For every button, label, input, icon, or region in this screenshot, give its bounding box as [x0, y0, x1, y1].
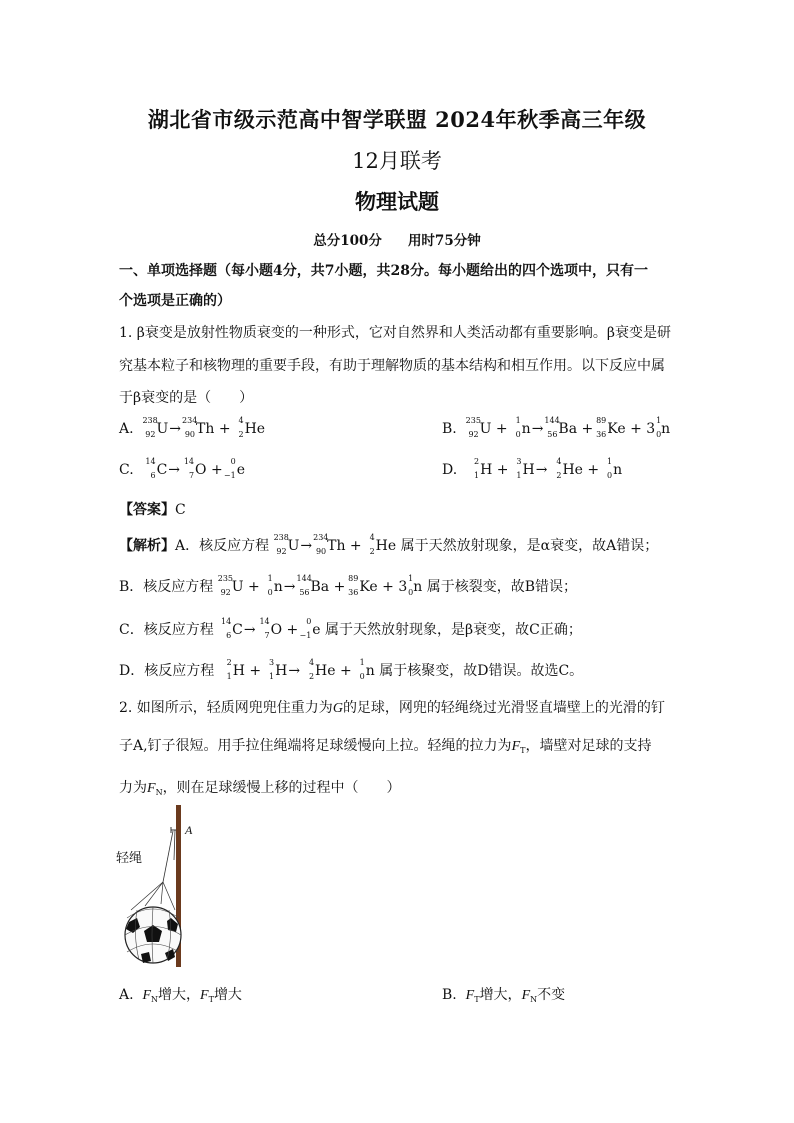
q1-analysis-d: D．核反应方程 2 1 H + 3 1 H→ 4 2 He + 1 0 n 属于核聚变，故D错误。故选C。	[119, 658, 584, 681]
q1-stem-line1: 1. β衰变是放射性物质衰变的一种形式，它对自然界和人类活动都有重要影响。β衰变是研	[119, 325, 671, 341]
exam-subject: 物理试题	[355, 189, 439, 214]
q1-analysis-c: C．核反应方程 14 6 C→ 14 7 O + 0 −1 e 属于天然放射现象，是β衰变，故C正确；	[119, 617, 582, 640]
exam-title: 湖北省市级示范高中智学联盟 2024年秋季高三年级	[147, 107, 647, 132]
q2-stem-line3: 力为$F_N$，则在足球缓慢上移的过程中（ ）	[119, 780, 401, 797]
q2-stem-line1: 2. 如图所示，轻质网兜兜住重力为G的足球，网兜的轻绳绕过光滑竖直墙壁上的光滑的钉	[119, 700, 665, 716]
q1-analysis-a: 【解析】A．核反应方程 238 92 U→ 234 90 Th + 4 2 He 属于天然放射现象，是α衰变，故A错误；	[119, 533, 659, 556]
q1-stem-line2: 究基本粒子和核物理的重要手段，有助于理解物质的基本结构和相互作用。以下反应中属	[119, 358, 665, 374]
q1-answer: 【答案】C	[119, 502, 186, 518]
q1-stem-line3: 于β衰变的是（ ）	[119, 390, 254, 406]
q1-option-b: B. 235 92 U + 1 0 n→ 144 56 Ba + 89 36 Ke + 3 1 0 n	[442, 416, 671, 439]
q2-option-b: B. $F_T$增大，$F_N$不变	[442, 987, 566, 1004]
football-wall-figure	[115, 800, 205, 970]
q2-stem-line2: 子A,钉子很短。用手拉住绳端将足球缓慢向上拉。轻绳的拉力为$F_T$，墙壁对足球的支持	[119, 738, 652, 755]
q1-option-d: D. 2 1 H + 3 1 H→ 4 2 He + 1 0 n	[442, 457, 623, 480]
q1-option-a: A. 238 92 U→ 234 90 Th + 4 2 He	[119, 416, 266, 439]
total-score: 总分100分	[313, 233, 382, 249]
exam-meta	[0, 229, 794, 249]
duration: 用时75分钟	[407, 233, 481, 249]
rope-pull	[174, 830, 175, 860]
section-heading: 一、单项选择题（每小题4分，共7小题，共28分。每小题给出的四个选项中，只有一	[119, 263, 648, 279]
q1-option-c: C. 14 6 C→ 14 7 O + 0 −1 e	[119, 457, 245, 480]
nail-label: A	[185, 823, 193, 837]
rope-label: 轻绳	[116, 850, 143, 865]
section-heading-cont: 个选项是正确的）	[119, 293, 231, 309]
exam-subtitle: 12月联考	[352, 149, 442, 173]
q1-analysis-b: B．核反应方程 235 92 U + 1 0 n→ 144 56 Ba + 89 36 Ke + 3 1 0 n 属于核裂变，故B错误；	[119, 574, 578, 597]
rope	[163, 831, 173, 882]
q2-option-a: A. $F_N$增大，$F_T$增大	[119, 987, 242, 1004]
